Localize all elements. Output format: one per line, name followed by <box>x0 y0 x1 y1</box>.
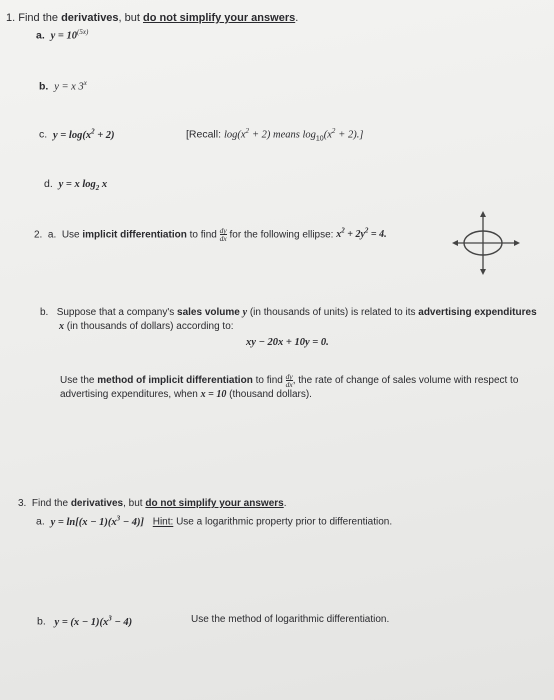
q1a-expression: y = 10 <box>50 30 78 42</box>
q1d-expression: y = x $\log_2 x$ <box>58 179 108 193</box>
q3a: a. $y = \ln[(x - 1)(x^3 - 4)]$ Hint: Use a logarithmic property prior to differentiation. <box>36 514 393 528</box>
q3-intro: 3. Find the derivatives, but do not simplify your answers. <box>18 498 287 509</box>
arrow-up-icon <box>480 211 486 217</box>
q3b-expression: $y = (x - 1)(x^3 - 4)$ <box>54 614 133 628</box>
arrow-down-icon <box>480 269 486 275</box>
q1b-expression: y = x 3 <box>54 81 84 93</box>
q3b: b. $y = (x - 1)(x^3 - 4)$ <box>37 614 133 628</box>
q1-intro: 1. Find the derivatives, but do not simplify your answers. <box>6 12 299 24</box>
dy-dx-fraction: $\frac{dy}{dx}$ <box>219 226 227 244</box>
q1c-recall: [Recall: $\log(x^2 + 2)$ means $\log_{10}(x^2 + 2)$.] <box>186 127 364 143</box>
q3a-expression: $y = \ln[(x - 1)(x^3 - 4)]$ <box>50 514 144 528</box>
q1c-expression: $y = \log(x^2 + 2)$ <box>53 127 115 141</box>
q1c: c. $y = \log(x^2 + 2)$ <box>39 127 115 141</box>
q3b-note: Use the method of logarithmic differentiation. <box>191 614 390 625</box>
q2b-equation: xy − 20x + 10y = 0. <box>246 337 329 348</box>
q3-number: 3. <box>18 498 27 509</box>
q2b-line1: b. Suppose that a company's sales volume y (in thousands of units) is related to its advertising expenditures <box>40 307 537 318</box>
arrow-right-icon <box>514 240 520 246</box>
q2b-line2: x (in thousands of dollars) according to: <box>59 321 234 332</box>
q2-number: 2. <box>34 229 43 241</box>
ellipse-sketch <box>452 210 520 278</box>
arrow-left-icon <box>452 240 458 246</box>
q1-number: 1. <box>6 12 16 24</box>
dy-dx-fraction: $\frac{dy}{dx}$ <box>285 372 293 389</box>
q2b-line3: Use the method of implicit differentiation to find $\frac{dy}{dx}$ , the rate of change of sales volume with respect to <box>60 372 519 389</box>
hint-label: Hint: <box>152 516 174 528</box>
ellipse-equation: $x^2 + 2y^2 = 4$. <box>336 227 387 241</box>
q1a: a. $y = 10^{(5x)}$ <box>36 28 89 42</box>
q1b: b. y = x 3$^x$ <box>39 79 87 93</box>
q2a: 2. a. Use implicit differentiation to find $\frac{dy}{dx}$ for the following ellipse: $x^2 + 2y^2 = 4$. <box>34 226 387 244</box>
q1d: d. y = x $\log_2 x$ <box>44 178 108 193</box>
q2b-line4: advertising expenditures, when x = 10 (thousand dollars). <box>60 389 312 400</box>
